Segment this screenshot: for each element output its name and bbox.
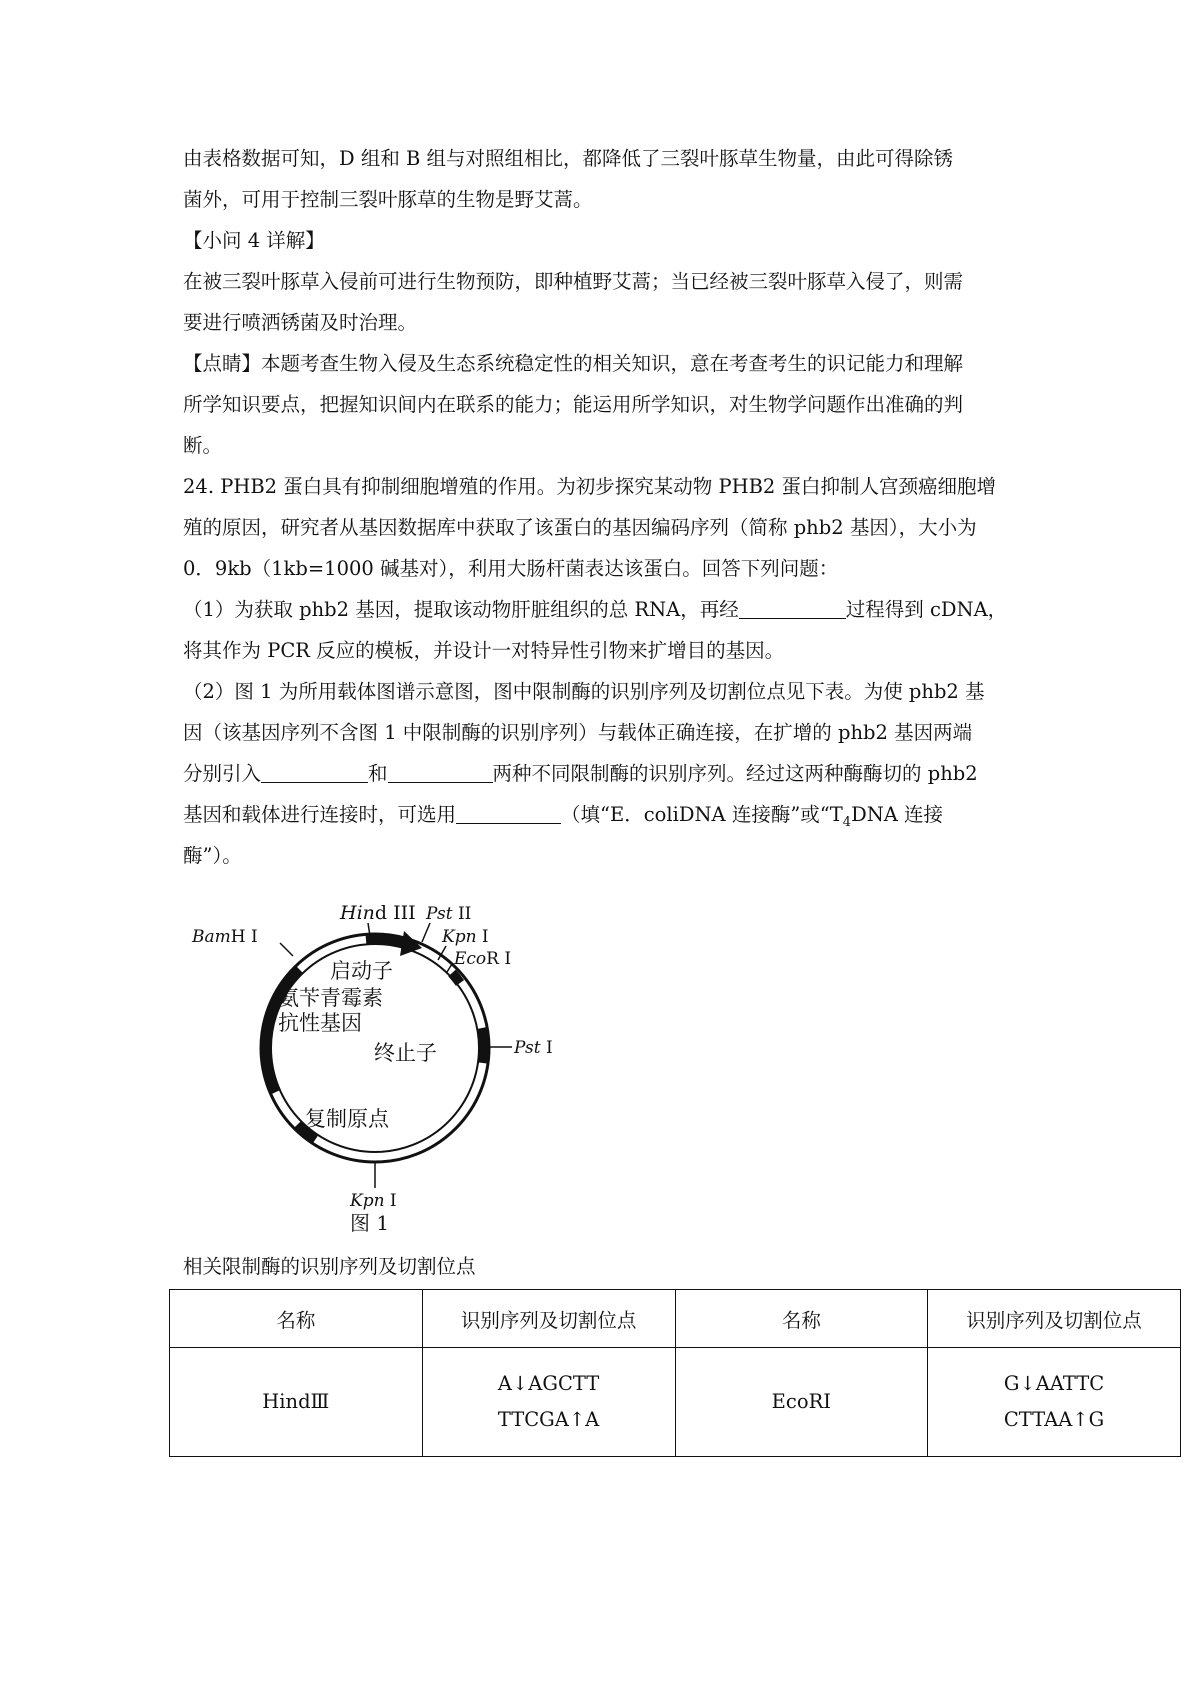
text-segment: 基因和载体进行连接时，可选用 [183, 803, 457, 826]
enzyme-name-cell: EcoRI [675, 1348, 928, 1457]
text-segment: 分别引入 [183, 762, 262, 785]
answer-blank[interactable] [456, 803, 561, 824]
sequence-cell [422, 1348, 675, 1457]
terminator-segment [482, 1028, 484, 1063]
ecori-label: EcoR I [454, 949, 512, 969]
paragraph-line: 【点睛】本题考查生物入侵及生态系统稳定性的相关知识，意在考查考生的识记能力和理解 [183, 352, 964, 375]
table-header-cell: 名称 [170, 1290, 423, 1348]
question-line: 酶”）。 [183, 844, 242, 867]
table-header-cell: 名称 [675, 1290, 928, 1348]
enzyme-name-cell: HindⅢ [170, 1348, 423, 1457]
paragraph-line: 断。 [183, 434, 223, 457]
ori-label: 复制原点 [305, 1107, 389, 1131]
plasmid-map [190, 898, 570, 1238]
bamhi-label: BamH I [192, 927, 258, 947]
hindiii-label: Hind III [340, 902, 416, 924]
table-caption: 相关限制酶的识别序列及切割位点 [183, 1255, 476, 1278]
ecori-site-line [447, 964, 452, 972]
psti-label: Pst I [514, 1038, 553, 1058]
question-line [183, 753, 1023, 794]
table-row [170, 1348, 1181, 1457]
promoter-label: 启动子 [330, 959, 393, 983]
question-line: 将其作为 PCR 反应的模板，并设计一对特异性引物来扩增目的基因。 [183, 639, 785, 662]
pstii-site-line [422, 923, 430, 942]
subscript: 4 [842, 814, 852, 830]
ecori-segment [452, 973, 460, 983]
plasmid-figure [190, 898, 570, 1238]
question-line: 24. PHB2 蛋白具有抑制细胞增殖的作用。为初步探究某动物 PHB2 蛋白抑制人宫颈癌细胞增 [183, 475, 997, 498]
sequence-cell [928, 1348, 1181, 1457]
table-header-cell: 识别序列及切割位点 [928, 1290, 1181, 1348]
ampr-label-line2: 抗性基因 [278, 1011, 362, 1035]
paragraph-line: 菌外，可用于控制三裂叶豚草的生物是野艾蒿。 [183, 188, 593, 211]
kpni-bottom-label: Kpn I [350, 1191, 397, 1211]
question-line: 因（该基因序列不含图 1 中限制酶的识别序列）与载体正确连接，在扩增的 phb2 基因两端 [183, 721, 973, 744]
paragraph-line: 由表格数据可知，D 组和 B 组与对照组相比，都降低了三裂叶豚草生物量，由此可得除锈 [183, 147, 954, 170]
answer-blank[interactable] [388, 762, 493, 783]
sequence-top: G↓AATTC [1003, 1372, 1105, 1395]
question-line: 0．9kb（1kb=1000 碱基对），利用大肠杆菌表达该蛋白。回答下列问题： [183, 557, 839, 580]
question-line [183, 589, 1023, 630]
text-segment: 过程得到 cDNA， [845, 598, 1008, 621]
ampr-label-line1: 氨苄青霉素 [278, 986, 383, 1010]
kpni-top-label: Kpn I [442, 927, 489, 947]
table-header-row [170, 1290, 1181, 1348]
text-segment: DNA 连接 [851, 803, 944, 826]
question-line: （2）图 1 为所用载体图谱示意图，图中限制酶的识别序列及切割位点见下表。为使 phb2 基 [183, 680, 985, 703]
answer-blank[interactable] [261, 762, 368, 783]
text-segment: （1）为获取 phb2 基因，提取该动物肝脏组织的总 RNA，再经 [183, 598, 739, 621]
paragraph-line: 所学知识要点，把握知识间内在联系的能力；能运用所学知识，对生物学问题作出准确的判 [183, 393, 964, 416]
section-heading: 【小问 4 详解】 [183, 229, 325, 252]
paragraph-line: 在被三裂叶豚草入侵前可进行生物预防，即种植野艾蒿；当已经被三裂叶豚草入侵了，则需 [183, 270, 964, 293]
text-segment: 和 [368, 762, 388, 785]
text-segment: （填“E．coliDNA 连接酶”或“T [561, 803, 843, 826]
figure-caption: 图 1 [350, 1211, 390, 1235]
question-line: 殖的原因，研究者从基因数据库中获取了该蛋白的基因编码序列（简称 phb2 基因），大小为 [183, 516, 977, 539]
text-segment: 两种不同限制酶的识别序列。经过这两种酶酶切的 phb2 [492, 762, 978, 785]
paragraph-line: 要进行喷洒锈菌及时治理。 [183, 311, 418, 334]
sequence-bottom: TTCGA↑A [497, 1408, 600, 1431]
sequence-bottom: CTTAA↑G [1003, 1408, 1105, 1431]
answer-blank[interactable] [739, 598, 846, 619]
terminator-label: 终止子 [374, 1041, 437, 1065]
sequence-top: A↓AGCTT [497, 1372, 600, 1395]
table-header-cell: 识别序列及切割位点 [422, 1290, 675, 1348]
enzyme-table [169, 1289, 1181, 1457]
bamhi-site-line [280, 943, 293, 956]
pstii-label: Pst II [426, 904, 472, 924]
